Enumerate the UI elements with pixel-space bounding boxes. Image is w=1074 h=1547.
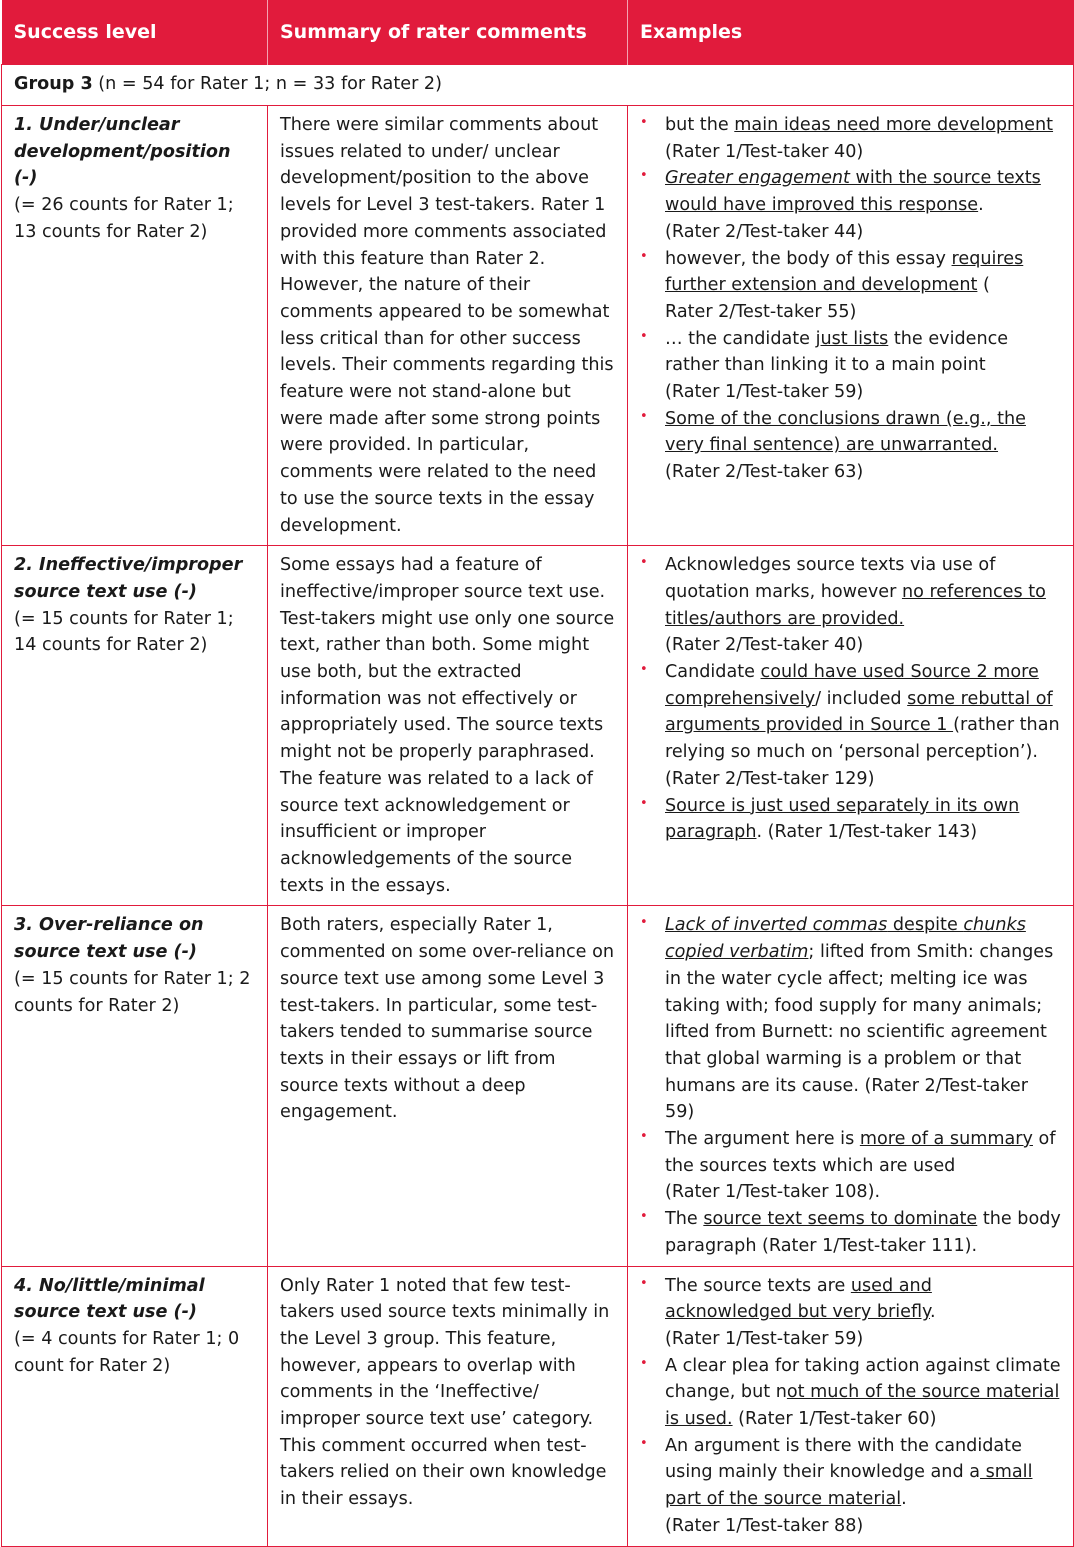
- summary-cell: Some essays had a feature of ineffective/improper source text use. Test-takers might use only one source text, rather than both. Some might use both, but the extracted information was not effectively or appropriately used. The source texts might not be properly paraphrased. The feature was related to a lack of source text acknowledgement or insufficient or improper acknowledgements of the source texts in the essays.: [268, 546, 628, 906]
- example-text: requires further extension and development: [665, 248, 1024, 296]
- example-text: . (Rater 1/Test-taker 143): [756, 822, 978, 843]
- example-item: [640, 1433, 1061, 1540]
- example-text: ; lifted from Smith: changes in the water cycle affect; melting ice was taking with; food supply for many animals; lifted from Burnett: no scientific agreement that global warming is a problem or that humans are its cause. (Rater 2/Test-taker 59): [665, 942, 1054, 1123]
- example-text: / included: [815, 688, 908, 709]
- example-reference: (Rater 1/Test-taker 108).: [665, 1182, 881, 1203]
- example-text: (Rater 1/Test-taker 60): [732, 1409, 937, 1430]
- example-text: .: [901, 1489, 907, 1510]
- example-text: Source is just used separately in its own paragraph: [665, 795, 1020, 843]
- examples-cell: [628, 106, 1074, 546]
- example-text: (: [977, 275, 990, 296]
- example-text: some rebuttal of arguments provided in Source 1: [665, 688, 1053, 736]
- header-summary: Summary of rater comments: [268, 0, 628, 65]
- example-text: just lists: [815, 328, 889, 349]
- example-text: A clear plea for taking action against climate change, but n: [665, 1355, 1061, 1403]
- example-text: no references to titles/authors are provided.: [665, 581, 1046, 629]
- example-text: of the sources texts which are used: [665, 1129, 1056, 1176]
- header-examples: Examples: [628, 0, 1074, 65]
- examples-cell: [628, 906, 1074, 1266]
- level-title: 4. No/little/minimal source text use (-): [14, 1275, 205, 1323]
- example-text: ot much of the source material is used.: [665, 1382, 1060, 1430]
- examples-cell: [628, 1266, 1074, 1546]
- level-title: 3. Over-reliance on source text use (-): [14, 915, 204, 963]
- summary-cell: Both raters, especially Rater 1, commented on some over-reliance on source text use among some Level 3 test-takers. In particular, some test-takers tended to summarise source texts in their essays or lift from source texts without a deep engagement.: [268, 906, 628, 1266]
- example-reference: (Rater 2/Test-taker 40): [665, 635, 864, 656]
- example-text: used and acknowledged but very briefly: [665, 1275, 932, 1323]
- example-item: [640, 659, 1061, 793]
- example-reference: (Rater 1/Test-taker 59): [665, 382, 864, 403]
- group-cell: [2, 65, 1074, 106]
- example-item: [640, 246, 1061, 326]
- group-detail: (n = 54 for Rater 1; n = 33 for Rater 2): [92, 74, 442, 94]
- group-label: Group 3: [14, 74, 93, 94]
- example-text: (rather than relying so much on ‘personal perception’).: [665, 715, 1060, 763]
- example-reference: (Rater 2/Test-taker 44): [665, 221, 864, 242]
- success-level-cell: [2, 106, 268, 546]
- success-level-cell: [2, 546, 268, 906]
- example-text: Acknowledges source texts via use of quotation marks, however: [665, 555, 996, 602]
- example-item: [640, 793, 1061, 846]
- examples-list: [640, 1273, 1061, 1540]
- example-text: more of a summary: [859, 1129, 1033, 1150]
- examples-list: [640, 112, 1061, 486]
- example-text: An argument is there with the candidate using mainly their knowledge and a: [665, 1435, 1022, 1483]
- level-counts: (= 26 counts for Rater 1; 13 counts for Rater 2): [14, 195, 234, 242]
- example-text: Some of the conclusions drawn (e.g., the very final sentence) are unwarranted.: [665, 408, 1026, 456]
- level-counts: (= 15 counts for Rater 1; 2 counts for Rater 2): [14, 968, 251, 1016]
- table-row: [2, 546, 1074, 906]
- example-item: [640, 912, 1061, 1126]
- example-item: [640, 1126, 1061, 1206]
- example-item: [640, 1353, 1061, 1433]
- example-text: chunks copied verbatim: [665, 915, 1026, 963]
- example-item: [640, 1206, 1061, 1259]
- example-item: [640, 112, 1061, 165]
- example-text: The argument here is: [665, 1129, 860, 1150]
- example-item: [640, 406, 1061, 486]
- example-reference: (Rater 2/Test-taker 63): [665, 462, 864, 483]
- table-row: [2, 906, 1074, 1266]
- level-title: 2. Ineffective/improper source text use (-): [14, 555, 243, 602]
- example-text: the body paragraph (Rater 1/Test-taker 111).: [665, 1209, 1061, 1256]
- header-success-level: Success level: [2, 0, 268, 65]
- examples-cell: [628, 546, 1074, 906]
- level-counts: (= 4 counts for Rater 1; 0 count for Rater 2): [14, 1328, 240, 1376]
- rater-comments-table: [1, 0, 1074, 1547]
- success-level-cell: [2, 906, 268, 1266]
- examples-list: [640, 912, 1061, 1259]
- example-text: .: [929, 1302, 936, 1323]
- header-row: [2, 0, 1074, 65]
- example-text: the evidence rather than linking it to a main point: [665, 328, 1009, 376]
- summary-cell: There were similar comments about issues related to under/ unclear development/position to the above levels for Level 3 test-takers. Rater 1 provided more comments associated with this feature than Rater 2. However, the nature of their comments appeared to be somewhat less critical than for other success levels. Their comments regarding this feature were not stand-alone but were made after some strong points were provided. In particular, comments were related to the need to use the source texts in the essay development.: [268, 106, 628, 546]
- example-text: however, the body of this essay: [665, 248, 952, 269]
- example-text: .: [978, 195, 984, 216]
- example-reference: (Rater 1/Test-taker 40): [665, 141, 864, 162]
- table-row: [2, 106, 1074, 546]
- examples-list: [640, 552, 1061, 846]
- example-text: despite: [887, 915, 964, 936]
- example-text: main ideas need more development: [734, 115, 1054, 135]
- group-row: [2, 65, 1074, 106]
- example-text: small part of the source material: [665, 1462, 1033, 1510]
- example-text: but the: [665, 115, 735, 135]
- example-text: The source texts are: [665, 1275, 851, 1296]
- example-text: Greater engagement: [665, 168, 850, 189]
- example-text: The: [665, 1209, 704, 1230]
- example-reference: (Rater 2/Test-taker 129): [665, 768, 875, 789]
- example-text: source text seems to dominate: [703, 1209, 978, 1230]
- example-text: could have used Source 2 more comprehensively: [665, 662, 1039, 709]
- level-title: 1. Under/unclear development/position (-): [14, 115, 231, 189]
- example-reference: (Rater 1/Test-taker 59): [665, 1328, 864, 1349]
- example-text: Lack of inverted commas: [665, 915, 888, 936]
- summary-cell: Only Rater 1 noted that few test-takers used source texts minimally in the Level 3 group. This feature, however, appears to overlap with comments in the ‘Ineffective/ improper source text use’ category. This comment occurred when test-takers relied on their own knowledge in their essays.: [268, 1266, 628, 1546]
- table-row: [2, 1266, 1074, 1546]
- success-level-cell: [2, 1266, 268, 1546]
- example-reference: Rater 2/Test-taker 55): [665, 301, 857, 322]
- example-item: [640, 552, 1061, 659]
- level-counts: (= 15 counts for Rater 1; 14 counts for Rater 2): [14, 608, 234, 656]
- example-text: with the source texts would have improved this response: [665, 168, 1041, 216]
- example-item: [640, 165, 1061, 245]
- example-text: … the candidate: [665, 328, 816, 349]
- example-item: [640, 326, 1061, 406]
- example-reference: (Rater 1/Test-taker 88): [665, 1515, 864, 1536]
- example-text: Candidate: [665, 662, 761, 683]
- example-item: [640, 1273, 1061, 1353]
